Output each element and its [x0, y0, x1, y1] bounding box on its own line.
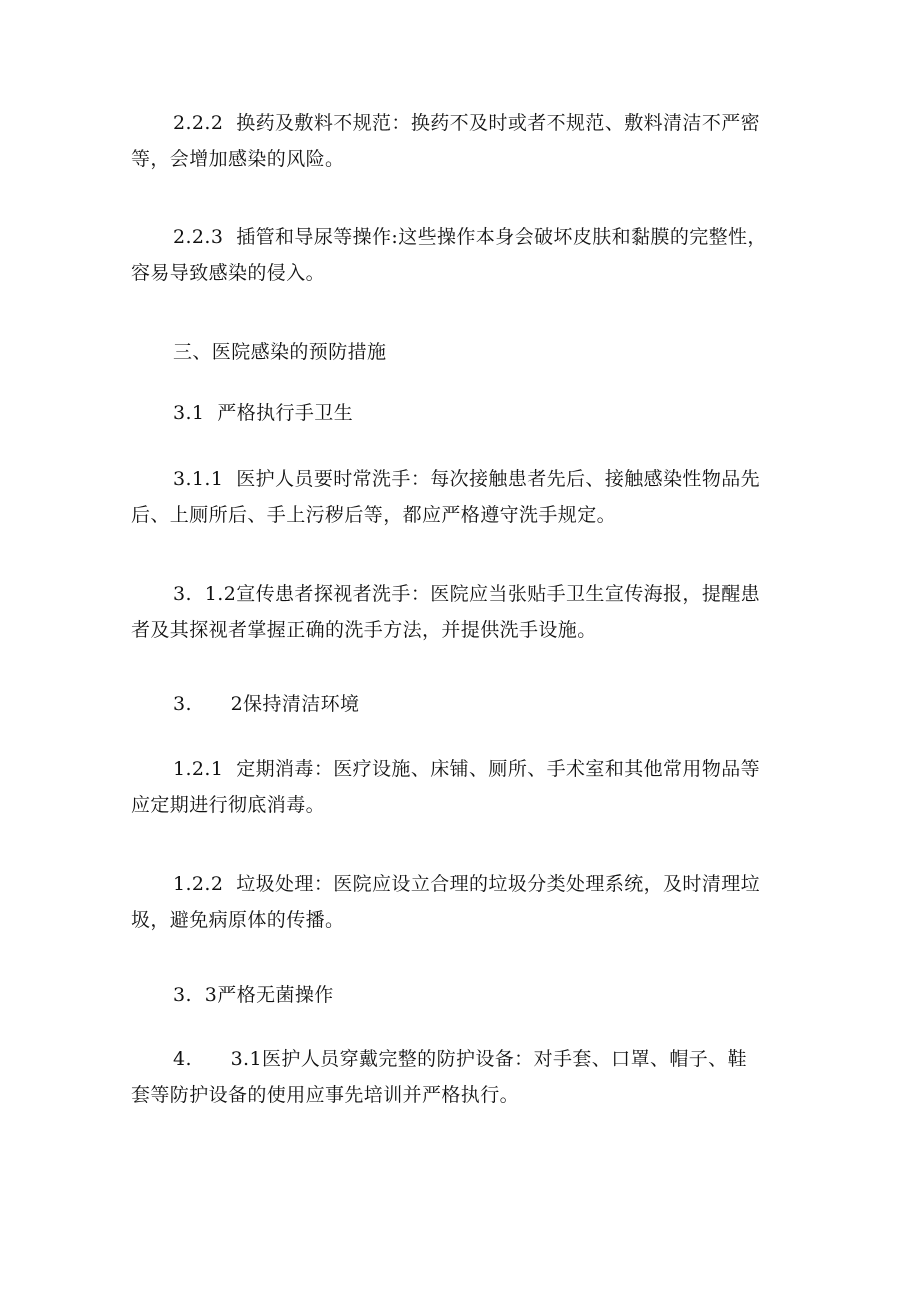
- paragraph-line: 等，会增加感染的风险。: [131, 148, 345, 170]
- section-heading-3: [131, 334, 791, 370]
- paragraph-3-1-2: [131, 576, 791, 648]
- paragraph-4-3-1: [131, 1041, 791, 1113]
- paragraph-3-1-1: [131, 461, 791, 533]
- subsection-heading-3-3: [131, 977, 791, 1013]
- heading-line: 3. 2保持清洁环境: [173, 693, 360, 715]
- paragraph-line: 1.2.2 垃圾处理：医院应设立合理的垃圾分类处理系统，及时清理垃: [173, 873, 761, 895]
- subsection-heading-3-1: [131, 395, 791, 431]
- paragraph-line: 后、上厕所后、手上污秽后等，都应严格遵守洗手规定。: [131, 504, 617, 526]
- paragraph-line: 2.2.2 换药及敷料不规范：换药不及时或者不规范、敷料清洁不严密: [173, 112, 761, 134]
- paragraph-2-2-2: [131, 105, 791, 177]
- heading-line: 3.1 严格执行手卫生: [173, 402, 354, 424]
- heading-line: 3. 3严格无菌操作: [173, 984, 334, 1006]
- paragraph-line: 3. 1.2宣传患者探视者洗手：医院应当张贴手卫生宣传海报，提醒患: [173, 583, 761, 605]
- paragraph-2-2-3: [131, 219, 791, 291]
- paragraph-line: 3.1.1 医护人员要时常洗手：每次接触患者先后、接触感染性物品先: [173, 468, 761, 490]
- paragraph-1-2-2: [131, 866, 791, 938]
- paragraph-line: 套等防护设备的使用应事先培训并严格执行。: [131, 1084, 520, 1106]
- paragraph-line: 1.2.1 定期消毒：医疗设施、床铺、厕所、手术室和其他常用物品等: [173, 758, 761, 780]
- paragraph-line: 圾，避免病原体的传播。: [131, 909, 345, 931]
- paragraph-line: 4. 3.1医护人员穿戴完整的防护设备：对手套、口罩、帽子、鞋: [173, 1048, 747, 1070]
- paragraph-line: 容易导致感染的侵入。: [131, 262, 326, 284]
- subsection-heading-3-2: [131, 686, 791, 722]
- paragraph-line: 者及其探视者掌握正确的洗手方法，并提供洗手设施。: [131, 619, 597, 641]
- paragraph-1-2-1: [131, 751, 791, 823]
- paragraph-line: 应定期进行彻底消毒。: [131, 794, 326, 816]
- heading-line: 三、医院感染的预防措施: [173, 341, 387, 363]
- paragraph-line: 2.2.3 插管和导尿等操作:这些操作本身会破坏皮肤和黏膜的完整性，: [173, 226, 767, 248]
